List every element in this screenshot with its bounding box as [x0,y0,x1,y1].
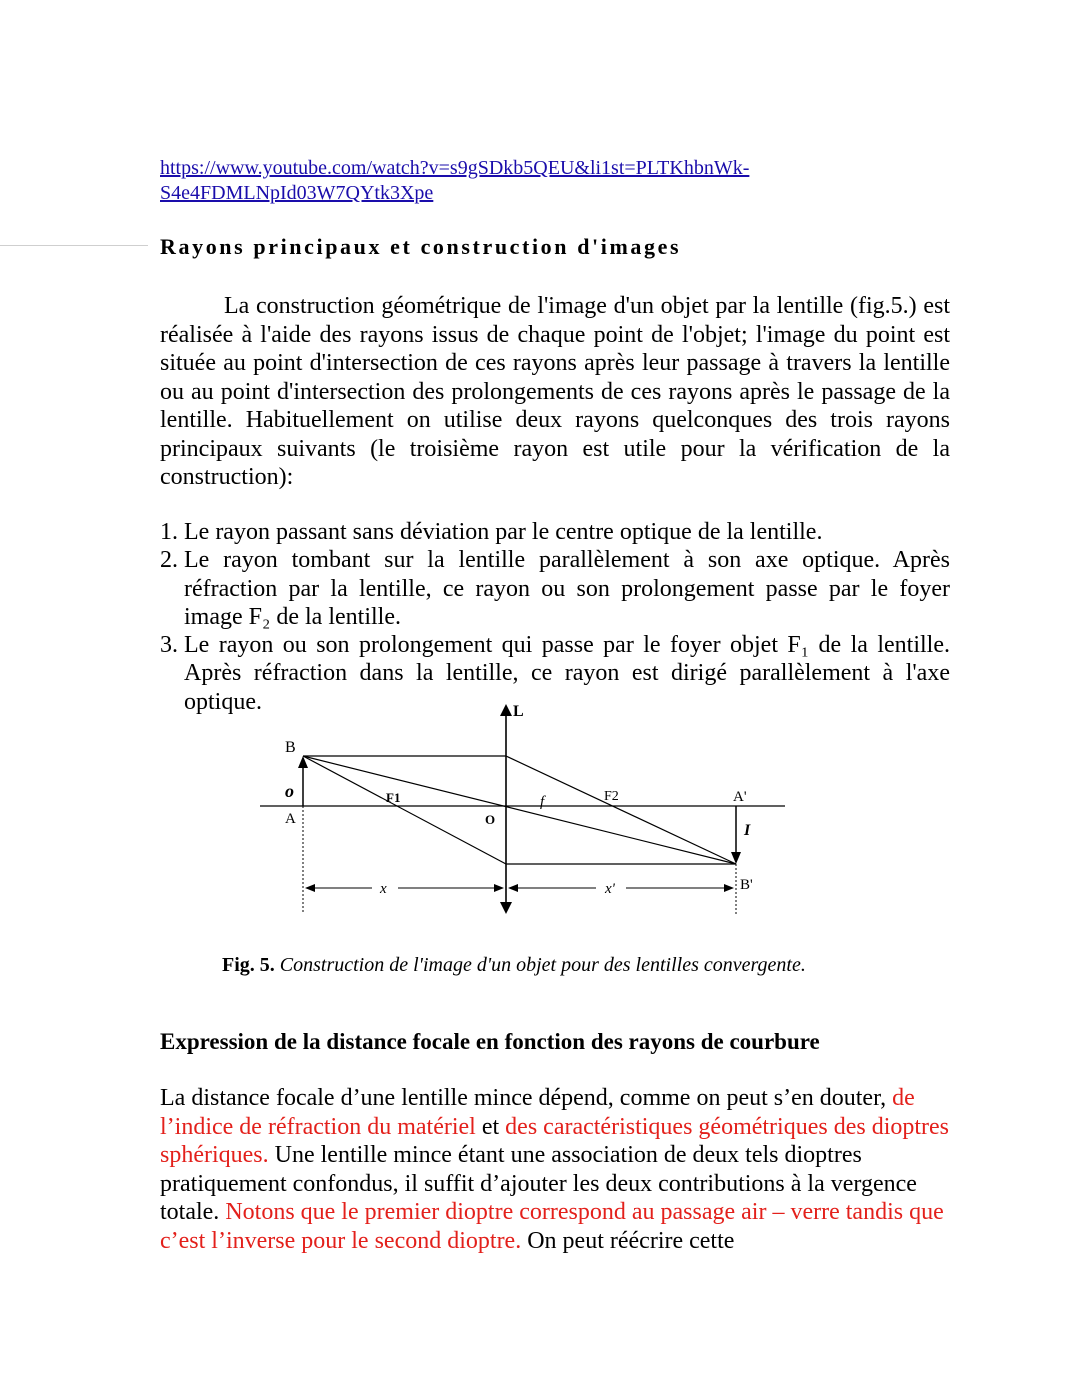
ray-through-f2 [506,756,736,864]
label-x-prime: x' [605,881,615,897]
label-A: A [285,811,296,827]
principal-rays-list [160,518,950,716]
text-run-highlight: des caractéristiques géométriques des dioptres sphériques. [160,1113,950,1168]
text-run: et [475,1113,506,1140]
list-item [160,546,950,631]
list-item-text: Le rayon tombant sur la lentille parallèlement à son axe optique. Après réfraction par la lentille, ce rayon ou son prolongement passe par le foyer image F₂ de la lentille. [184,547,950,630]
link-line-2[interactable]: S4e4FDMLNpId03W7QYtk3Xpe [160,182,434,204]
label-B-prime: B' [740,877,753,893]
label-O: O [485,812,496,827]
ray-through-f1 [303,756,506,864]
lens-diagram [0,690,1080,935]
caption-text: Construction de l'image d'un objet pour des lentilles convergente. [279,954,806,976]
focal-paragraph [160,1084,950,1255]
label-B: B [285,739,296,756]
list-item-number: 2. [160,547,178,574]
list-item-text: Le rayon passant sans déviation par le centre optique de la lentille. [184,519,823,545]
text-run-highlight: de l’indice de réfraction du matériel [160,1085,915,1140]
label-I: I [744,822,751,839]
list-item-number: 3. [160,632,178,659]
label-o: o [285,781,294,801]
caption-label: Fig. 5. [222,954,275,976]
youtube-link[interactable] [160,156,880,206]
label-F1: F1 [386,790,401,805]
text-run: La distance focale d’une lentille mince dépend, comme on peut s’en douter, [160,1085,893,1111]
label-x: x [380,881,387,897]
link-line-1[interactable]: https://www.youtube.com/watch?v=s9gSDkb5QEU&li1st=PLTKhbnWk- [160,157,750,179]
label-f: f [540,794,545,810]
ray-central [303,756,736,864]
list-item-number: 1. [160,519,178,545]
lens-diagram-svg [0,690,1080,930]
list-item [160,518,950,546]
lens-top-arrow [500,704,512,716]
label-A-prime: A' [733,789,747,805]
intro-paragraph-text: La construction géométrique de l'image d'un objet par la lentille (fig.5.) est réalisée à l'aide des rayons issus de chaque point de l'objet; l'image du point est située au point d'intersection de ces rayons après leur passage à travers la lentille ou au point d'intersection des prolongements de ces rayons après le passage de la lentille. Habituellement on utilise deux rayons quelconques des trois rayons principaux suivants (le troisième rayon est utile pour la vérification de la construction): [160,293,950,490]
lens-bottom-arrow [500,902,512,914]
text-run-highlight: Notons que le premier dioptre correspond au passage air – verre tandis que c’est l’inverse pour le second dioptre. [160,1199,944,1254]
list-item-text: Le rayon ou son prolongement qui passe par le foyer objet F₁ de la lentille. Après réfraction dans la lentille, ce rayon est dirigé parallèlement à l'axe optique. [184,632,950,715]
text-run: Une lentille mince étant une association de deux tels dioptres pratiquement confondus, il suffit d’ajouter les deux contributions à la vergence totale. [160,1142,917,1225]
divider [0,245,148,246]
text-run: On peut réécrire cette [521,1227,735,1254]
figure-caption [222,953,806,977]
intro-paragraph [160,292,950,492]
section-heading-rayons: Rayons principaux et construction d'images [160,234,682,259]
section-heading-distance-focale: Expression de la distance focale en fonction des rayons de courbure [160,1029,820,1054]
label-F2: F2 [604,789,619,804]
label-L: L [513,703,524,720]
